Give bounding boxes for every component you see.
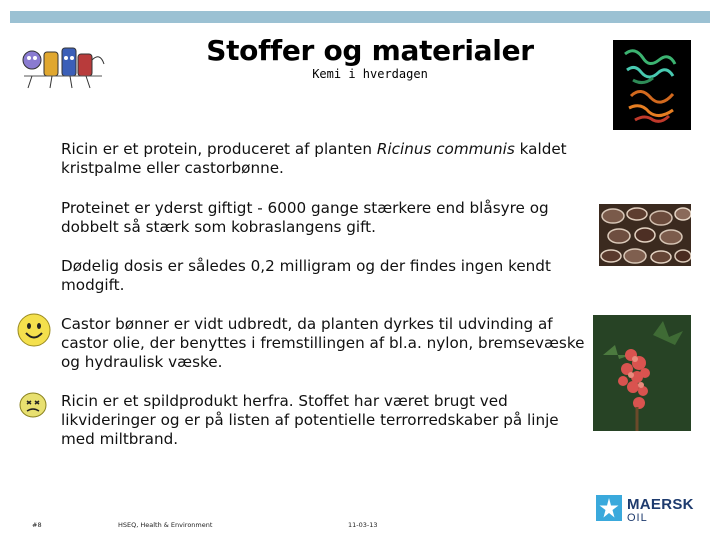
smiley-face-icon — [17, 313, 51, 347]
paragraph-5: Ricin er et spildprodukt herfra. Stoffet har været brugt ved likvideringer og er på listen af potentielle terrorredskaber på linje med miltbrand. — [61, 392, 559, 448]
page-title: Stoffer og materialer — [206, 34, 534, 67]
page-subtitle: Kemi i hverdagen — [312, 67, 428, 81]
slide-number: #8 — [32, 521, 42, 529]
protein-structure-icon — [613, 40, 691, 130]
paragraph-1-middle: protein, produceret af planten — [138, 140, 377, 158]
castor-beans-photo — [599, 204, 691, 266]
paragraph-1-prefix: Ricin er et — [61, 140, 139, 158]
sick-smiley-icon — [19, 392, 47, 418]
footer-date: 11-03-13 — [348, 521, 378, 529]
maersk-star-icon — [596, 495, 622, 521]
footer-department: HSEQ, Health & Environment — [118, 521, 213, 529]
paragraph-3: Dødelig dosis er således 0,2 milligram og der findes ingen kendt modgift. — [61, 257, 551, 294]
castor-plant-photo — [593, 315, 691, 431]
top-bar — [10, 11, 710, 23]
paragraph-1-species: Ricinus communis — [376, 140, 515, 158]
paragraph-4: Castor bønner er vidt udbredt, da planten dyrkes til udvinding af castor olie, der benyttes i fremstillingen af bl.a. nylon, bremsevæske og hydraulisk væske. — [61, 315, 585, 371]
paragraph-1 — [61, 140, 621, 178]
logo-subtext: OIL — [627, 512, 648, 524]
logo-text: MAERSK — [627, 496, 694, 513]
paragraph-2: Proteinet er yderst giftigt - 6000 gange stærkere end blåsyre og dobbelt så stærk som kobraslangens gift. — [61, 199, 549, 236]
paragraph-1-suffix: kaldet kristpalme eller castorbønne. — [61, 140, 567, 177]
cartoon-chemicals-icon — [18, 40, 106, 92]
